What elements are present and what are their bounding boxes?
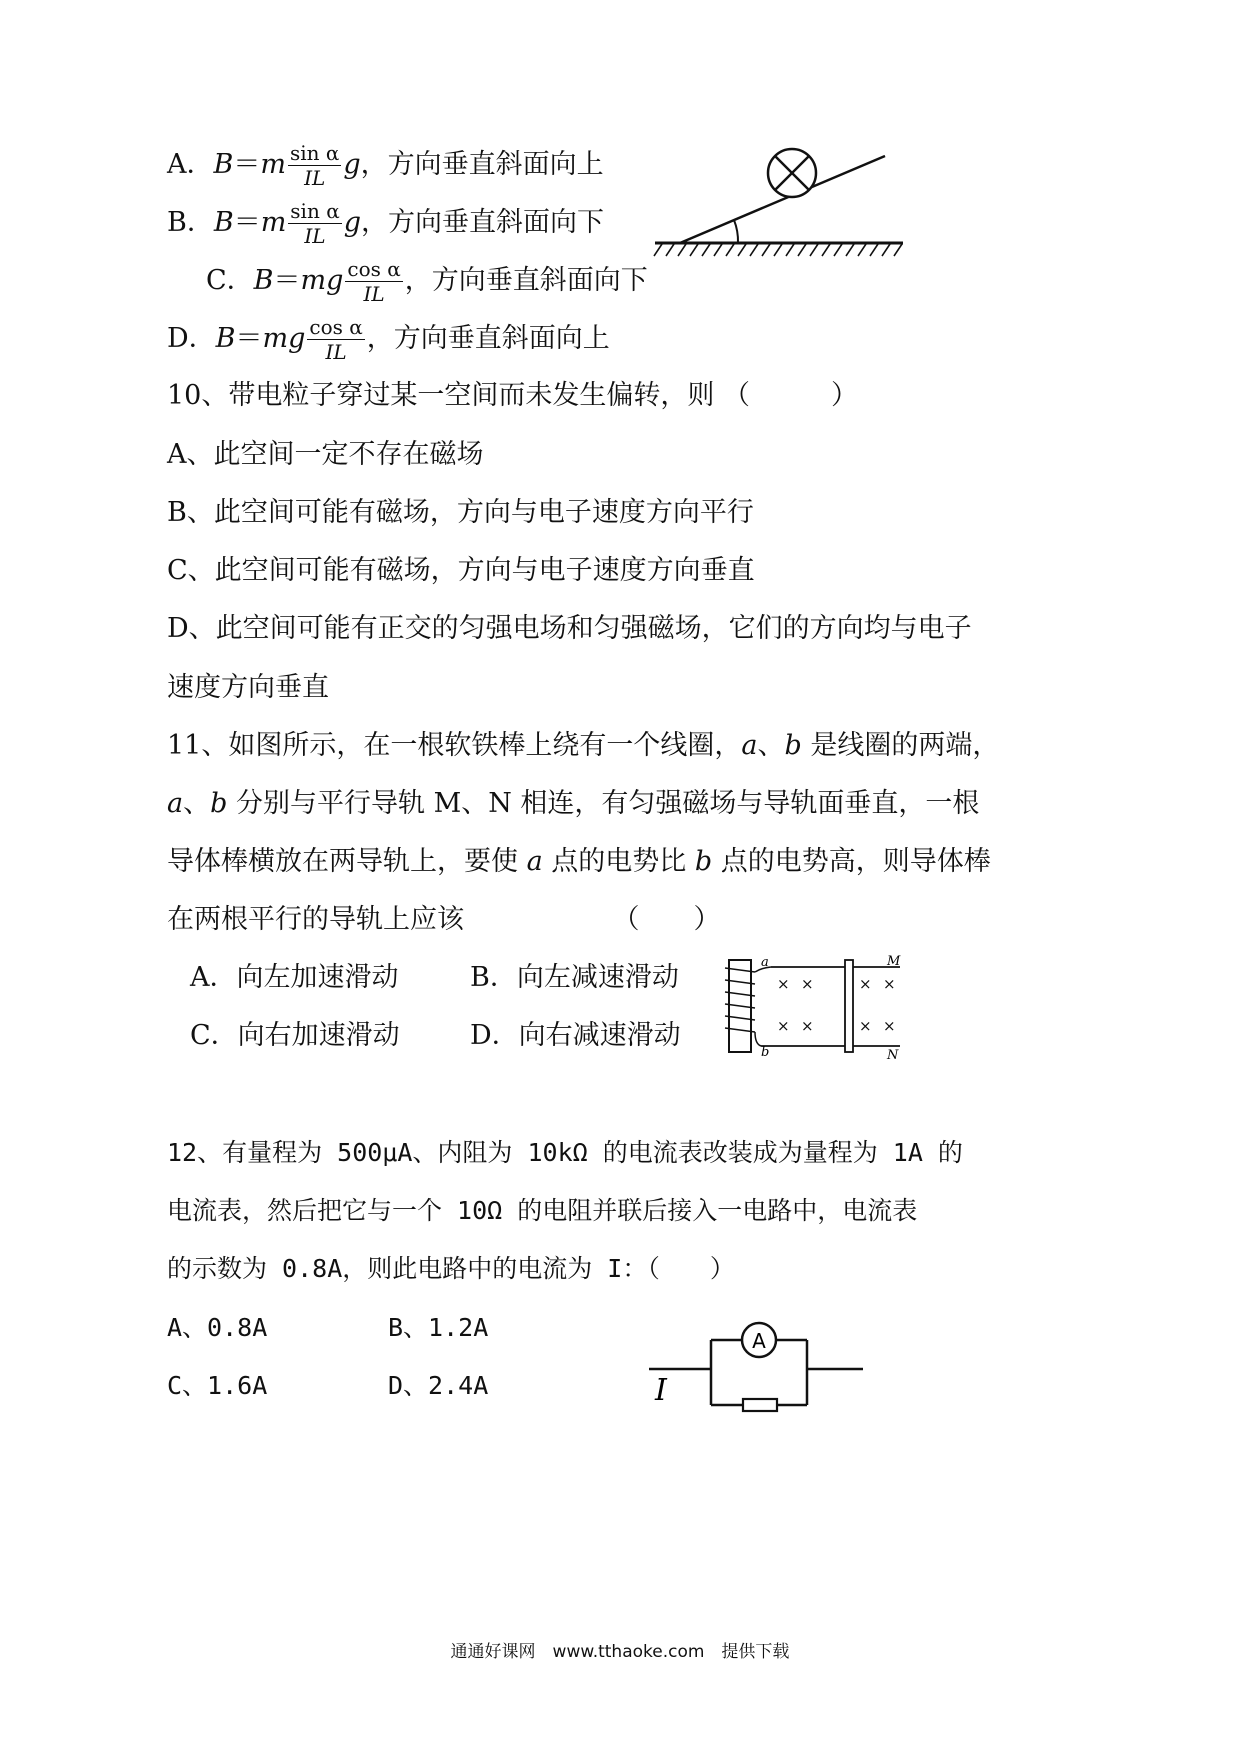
svg-text:×: × [777,975,790,993]
q9-option-c[interactable]: C．B＝mg $\frac{\text{cos α}}{IL}$ ，方向垂直斜面向下 [206,257,648,306]
resistor-icon [743,1399,777,1411]
page-footer: 通通好课网 www.tthaoke.com 提供下载 [450,1642,790,1662]
q12-option-a[interactable]: A、0.8A [167,1313,268,1342]
q11-stem-line4: 在两根平行的导轨上应该 （ ） [167,904,721,935]
q12-stem-line2: 电流表，然后把它与一个 10Ω 的电阻并联后接入一电路中，电流表 [167,1196,918,1225]
fraction: $\frac{\text{cos α}}{IL}$ [347,257,401,306]
rail-coil-figure [715,952,915,1062]
q11-option-d[interactable]: D．向右减速滑动 [470,1020,681,1051]
q11-option-c[interactable]: C．向右加速滑动 [190,1020,400,1051]
fraction: $\frac{\text{cos α}}{IL}$ [309,315,363,364]
q11-stem-line3: 导体棒横放在两导轨上，要使 a 点的电势比 b 点的电势高，则导体棒 [167,846,991,877]
circuit-figure [645,1312,870,1422]
current-label: I [655,1373,667,1408]
conductor-bar [845,960,853,1052]
q11-option-b[interactable]: B．向左减速滑动 [470,962,679,993]
q10-option-c[interactable]: C、此空间可能有磁场，方向与电子速度方向垂直 [167,555,755,586]
ground-hatch [654,244,902,256]
svg-text:×: × [883,1017,896,1035]
q9-option-b[interactable]: B．B＝m $\frac{\text{sin α}}{IL}$ g，方向垂直斜面向下 [167,199,604,248]
fraction: $\frac{\text{sin α}}{IL}$ [289,141,340,190]
q12-option-c[interactable]: C、1.6A [167,1371,268,1400]
q11-option-a[interactable]: A．向左加速滑动 [190,962,399,993]
svg-text:×: × [883,975,896,993]
q10-option-a[interactable]: A、此空间一定不存在磁场 [167,439,484,470]
label-m: M [887,954,901,969]
q12-stem-line1: 12、有量程为 500μA、内阻为 10kΩ 的电流表改装成为量程为 1A 的 [167,1138,963,1167]
q10-option-d-cont: 速度方向垂直 [167,672,329,703]
svg-text:×: × [859,1017,872,1035]
svg-text:×: × [777,1017,790,1035]
q10-option-b[interactable]: B、此空间可能有磁场，方向与电子速度方向平行 [167,497,754,528]
incline-figure [650,140,910,270]
current-into-page-icon [768,149,816,197]
q11-stem-line2: a、b 分别与平行导轨 M、N 相连，有匀强磁场与导轨面垂直，一根 [167,788,980,819]
q10-option-d[interactable]: D、此空间可能有正交的匀强电场和匀强磁场，它们的方向均与电子 [167,613,972,644]
q9-option-d[interactable]: D．B＝mg $\frac{\text{cos α}}{IL}$ ，方向垂直斜面向上 [167,315,610,364]
q12-option-b[interactable]: B、1.2A [388,1313,489,1342]
magnetic-field-marks [777,975,896,1035]
svg-text:×: × [801,975,814,993]
ammeter-label: A [752,1329,766,1353]
q11-stem-line1: 11、如图所示，在一根软铁棒上绕有一个线圈，a、b 是线圈的两端， [167,730,1000,761]
label-n: N [887,1048,899,1063]
label-b: b [761,1045,770,1060]
fraction: $\frac{\text{sin α}}{IL}$ [290,199,340,248]
q12-stem-line3: 的示数为 0.8A，则此电路中的电流为 I：（ ） [167,1254,735,1283]
svg-text:×: × [801,1017,814,1035]
q9-option-a[interactable]: A．B＝m $\frac{\text{sin α}}{IL}$ g，方向垂直斜面向上 [167,141,604,190]
svg-text:×: × [859,975,872,993]
q12-option-d[interactable]: D、2.4A [388,1371,489,1400]
q10-stem: 10、带电粒子穿过某一空间而未发生偏转，则 （ ） [167,380,858,411]
label-a: a [761,955,769,970]
